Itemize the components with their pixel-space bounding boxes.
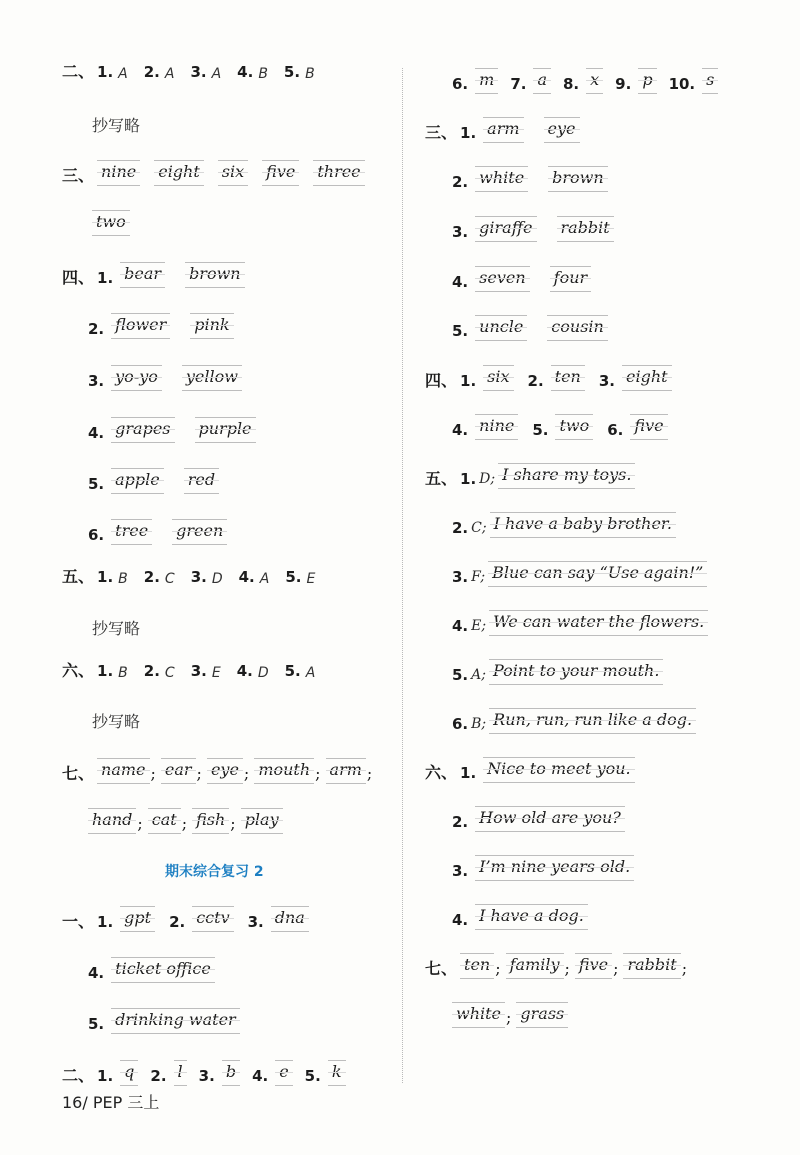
mc-item: 5. E	[285, 568, 316, 587]
section-heading: 期末综合复习 2	[165, 864, 264, 880]
section-label: 五、	[62, 567, 95, 586]
word: giraffe	[475, 216, 536, 242]
word: ear	[161, 758, 196, 784]
column-divider	[402, 68, 403, 1083]
word: family	[506, 953, 564, 979]
word: eight	[622, 365, 672, 391]
word: rabbit	[557, 216, 614, 242]
word: cctv	[192, 906, 233, 932]
review2-section-6-row: 六、 1. Nice to meet you.	[425, 757, 635, 783]
page-footer: 16/ PEP 三上	[62, 1093, 160, 1112]
sentence: I share my toys.	[498, 463, 635, 489]
word: bear	[120, 262, 165, 288]
sentence: Point to your mouth.	[489, 659, 663, 685]
review2-section-1: 一、 1. gpt 2. cctv 3. dna	[62, 906, 309, 932]
review2-section-5-row: 2. C; I have a baby brother.	[452, 512, 676, 538]
word: arm	[483, 117, 523, 143]
section-7-words-cont: hand ; cat ; fish ; play	[88, 808, 283, 834]
letter: e	[275, 1060, 292, 1086]
mc-item: 4. B	[237, 63, 268, 82]
section-label: 二、	[62, 1066, 95, 1085]
section-label: 一、	[62, 912, 95, 931]
word: cousin	[547, 315, 608, 341]
section-3-words-cont	[92, 210, 130, 236]
word: red	[184, 468, 219, 494]
letter: m	[475, 68, 498, 94]
word: play	[241, 808, 283, 834]
mc-item: 3. D	[190, 568, 223, 587]
section-label: 六、	[425, 763, 458, 782]
section-label: 二、	[62, 62, 95, 81]
word: cat	[148, 808, 181, 834]
review2-section-7-words-cont: white ; grass	[452, 1002, 568, 1028]
section-4-row: 5. apple red	[88, 468, 219, 494]
word: seven	[475, 266, 530, 292]
word: grass	[516, 1002, 568, 1028]
review2-section-6-row: 2. How old are you?	[452, 806, 625, 832]
mc-item: 2. A	[143, 63, 175, 82]
sentence: We can water the flowers.	[489, 610, 708, 636]
word: brown	[548, 166, 608, 192]
letter: a	[533, 68, 551, 94]
review2-section-5-row: 3. F; Blue can say “Use again!”	[452, 561, 707, 587]
word: white	[452, 1002, 505, 1028]
mc-item: 4. D	[236, 662, 269, 681]
word: yellow	[182, 365, 242, 391]
mc-item: 1. B	[97, 568, 128, 587]
word: eight	[154, 160, 204, 186]
section-label: 四、	[62, 268, 95, 287]
word: purple	[195, 417, 256, 443]
section-label: 六、	[62, 661, 95, 680]
section-label: 七、	[62, 764, 95, 783]
section-label: 三、	[425, 123, 458, 142]
sentence: I have a dog.	[475, 904, 588, 930]
word: four	[550, 266, 592, 292]
mc-item: 2. C	[143, 568, 175, 587]
section-4-row: 2. flower pink	[88, 313, 234, 339]
word: five	[262, 160, 299, 186]
sentence: How old are you?	[475, 806, 625, 832]
word: hand	[88, 808, 136, 834]
word: green	[172, 519, 227, 545]
review2-section-5-row: 五、 1. D; I share my toys.	[425, 463, 635, 489]
word: ten	[460, 953, 494, 979]
word: two	[555, 414, 593, 440]
section-4-row: 6. tree green	[88, 519, 227, 545]
section-4-row: 4. grapes purple	[88, 417, 256, 443]
section-2-mc	[62, 62, 331, 82]
word: arm	[326, 758, 366, 784]
sentence: Run, run, run like a dog.	[489, 708, 696, 734]
word: five	[575, 953, 612, 979]
review2-section-3-row: 4. seven four	[452, 266, 591, 292]
word: brown	[185, 262, 245, 288]
review2-section-5-row: 4. E; We can water the flowers.	[452, 610, 708, 636]
word: tree	[111, 519, 152, 545]
mc-item: 5. A	[284, 662, 316, 681]
section-6-mc	[62, 661, 331, 681]
mc-item: 5. B	[283, 63, 315, 82]
mc-item: 3. E	[190, 662, 221, 681]
review2-section-2: 二、 1. q 2. l 3. b 4. e 5. k	[62, 1060, 346, 1086]
mc-item: 3. A	[190, 63, 222, 82]
word: nine	[97, 160, 140, 186]
word: flower	[111, 313, 170, 339]
letter: p	[638, 68, 656, 94]
section-label: 五、	[425, 469, 458, 488]
review2-section-3-row: 2. white brown	[452, 166, 608, 192]
word: eye	[544, 117, 580, 143]
letter: x	[586, 68, 603, 94]
word: eye	[207, 758, 243, 784]
copy-omitted-note: 抄写略	[92, 712, 141, 731]
mc-item: 2. C	[143, 662, 175, 681]
section-label: 七、	[425, 959, 458, 978]
sentence: I’m nine years old.	[475, 855, 634, 881]
word: three	[313, 160, 364, 186]
section-3-words	[62, 160, 365, 186]
letter: s	[702, 68, 718, 94]
copy-omitted-note: 抄写略	[92, 116, 141, 135]
word: uncle	[475, 315, 527, 341]
letter: b	[222, 1060, 240, 1086]
word: six	[483, 365, 513, 391]
review2-section-2-cont: 6. m 7. a 8. x 9. p 10. s	[452, 68, 718, 94]
word: six	[218, 160, 248, 186]
sentence: I have a baby brother.	[490, 512, 676, 538]
word: apple	[111, 468, 164, 494]
word: gpt	[120, 906, 155, 932]
review2-section-5-row: 6. B; Run, run, run like a dog.	[452, 708, 696, 734]
mc-item: 1. A	[97, 63, 128, 82]
review2-section-3-row: 5. uncle cousin	[452, 315, 608, 341]
word: mouth	[254, 758, 314, 784]
word: fish	[192, 808, 229, 834]
word: white	[475, 166, 528, 192]
letter: l	[174, 1060, 187, 1086]
copy-omitted-note: 抄写略	[92, 619, 141, 638]
review2-section-4-row: 4. nine 5. two 6. five	[452, 414, 668, 440]
review2-section-4-row: 四、 1. six 2. ten 3. eight	[425, 365, 672, 391]
section-7-words: 七、 name ; ear ; eye ; mouth ; arm ;	[62, 760, 373, 783]
section-5-mc	[62, 567, 331, 587]
section-label: 四、	[425, 371, 458, 390]
letter: q	[120, 1060, 138, 1086]
review2-section-1-row: 4. ticket office	[88, 957, 215, 983]
sentence: Blue can say “Use again!”	[488, 561, 707, 587]
word: rabbit	[623, 953, 680, 979]
review2-section-5-row: 5. A; Point to your mouth.	[452, 659, 663, 685]
review2-section-1-row: 5. drinking water	[88, 1008, 240, 1034]
mc-item: 1. B	[97, 662, 128, 681]
word: yo-yo	[111, 365, 162, 391]
word: pink	[190, 313, 233, 339]
section-4-row: 四、 1. bear brown	[62, 262, 245, 288]
word: name	[97, 758, 149, 784]
section-4-row: 3. yo-yo yellow	[88, 365, 242, 391]
mc-item: 4. A	[238, 568, 270, 587]
letter: k	[328, 1060, 346, 1086]
word: grapes	[111, 417, 174, 443]
review2-section-6-row: 3. I’m nine years old.	[452, 855, 634, 881]
sentence: Nice to meet you.	[483, 757, 634, 783]
word: ticket office	[111, 957, 215, 983]
word: nine	[475, 414, 518, 440]
review2-section-6-row: 4. I have a dog.	[452, 904, 588, 930]
word: drinking water	[111, 1008, 240, 1034]
word: ten	[551, 365, 585, 391]
review2-section-3-row: 3. giraffe rabbit	[452, 216, 614, 242]
section-label: 三、	[62, 166, 95, 185]
review2-section-7-words: 七、 ten ; family ; five ; rabbit ;	[425, 955, 688, 978]
word: five	[630, 414, 667, 440]
word: dna	[271, 906, 309, 932]
review2-section-3-row: 三、 1. arm eye	[425, 117, 580, 143]
word: two	[92, 210, 130, 236]
